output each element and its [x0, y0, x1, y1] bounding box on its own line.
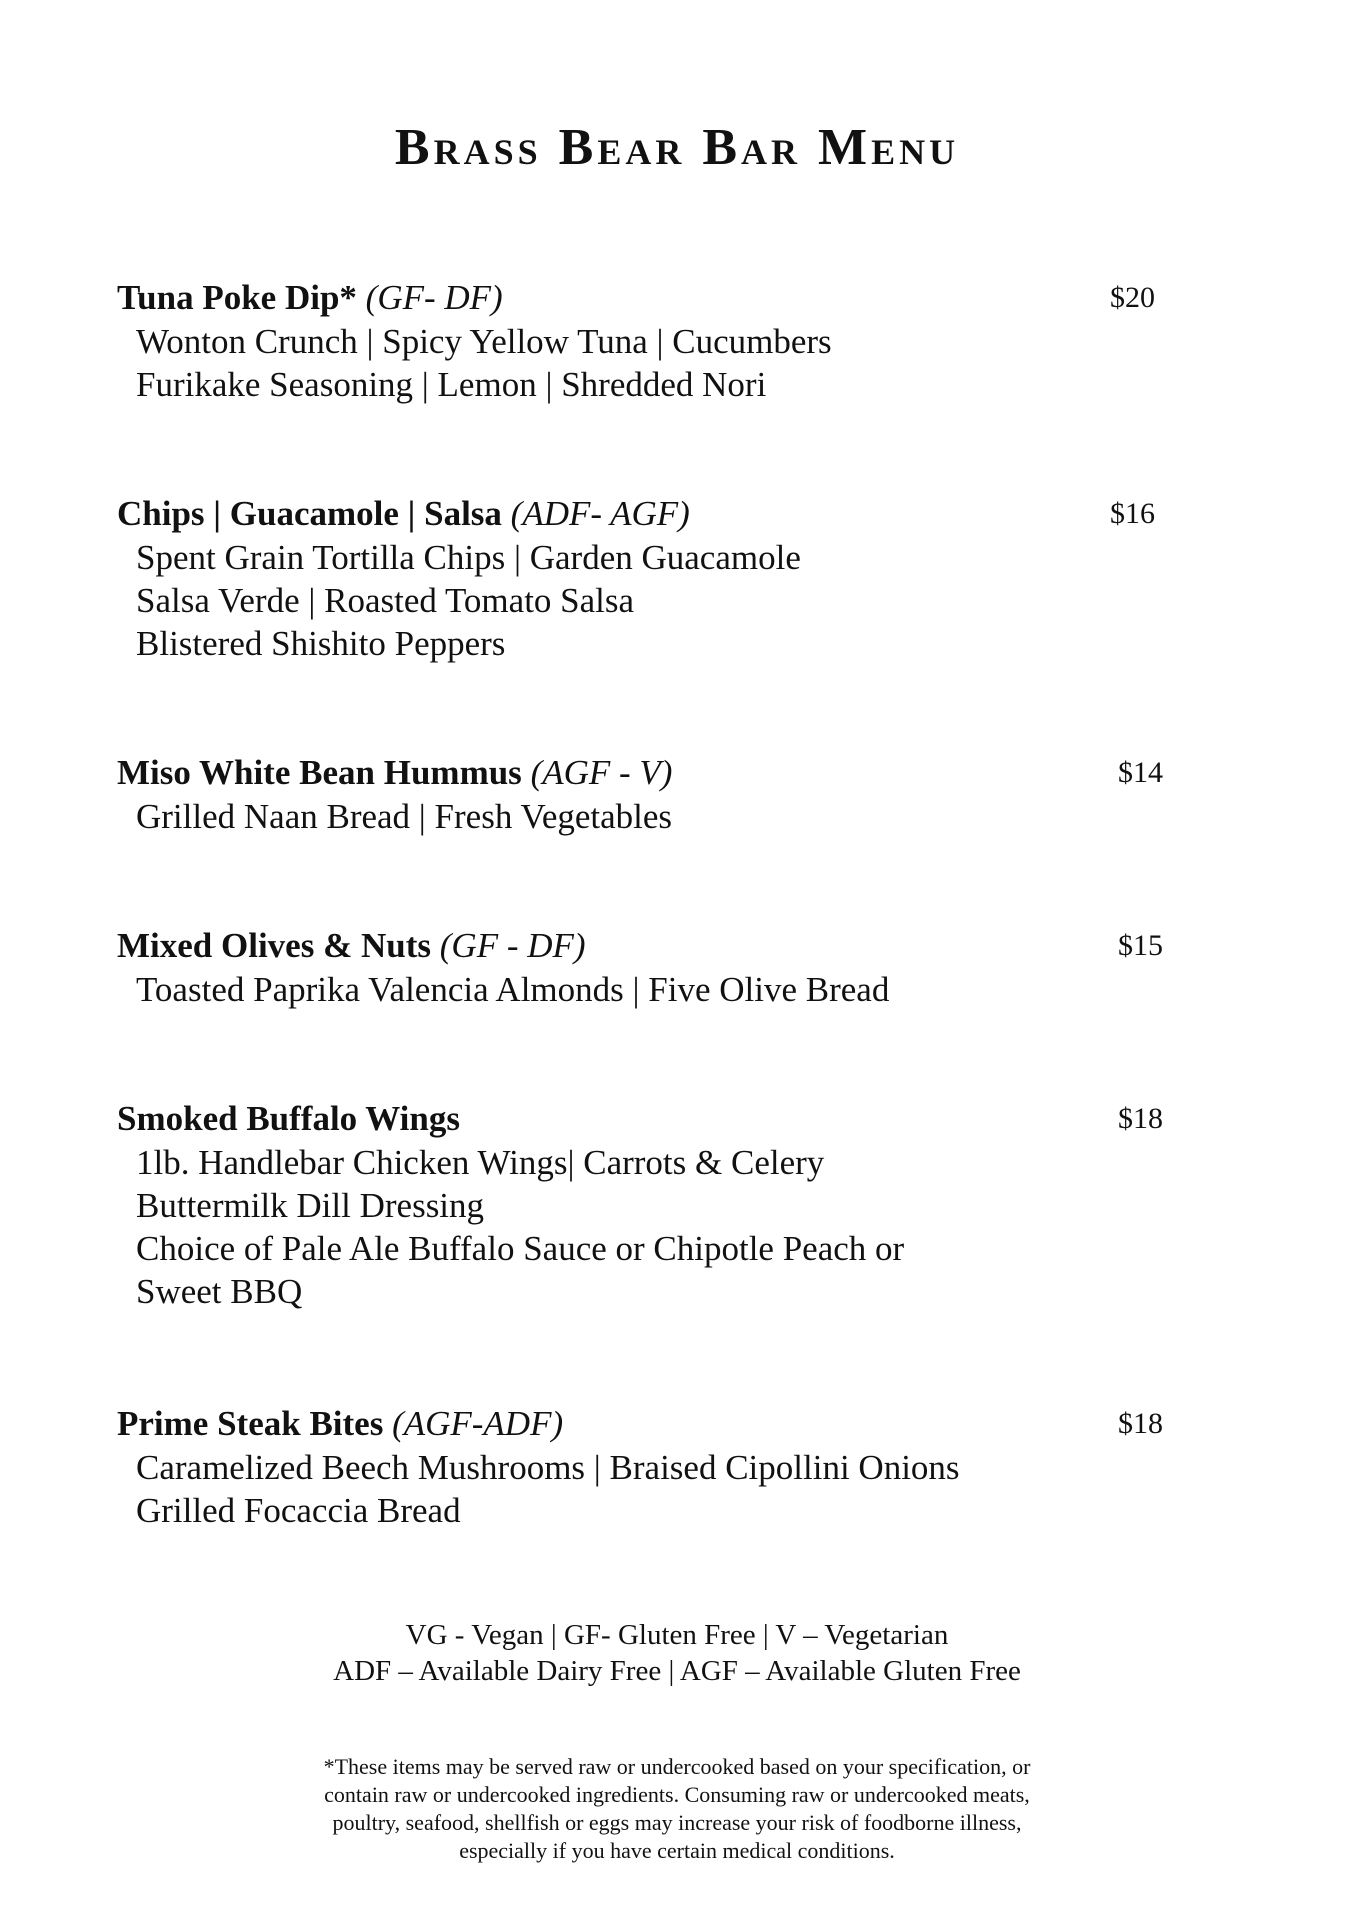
description-line: Spent Grain Tortilla Chips | Garden Guacamole: [136, 538, 801, 577]
description-line: 1lb. Handlebar Chicken Wings| Carrots & Celery: [136, 1143, 825, 1182]
menu-item-header: [117, 492, 1187, 536]
description-line: Blistered Shishito Peppers: [136, 624, 506, 663]
disclaimer-line: especially if you have certain medical conditions.: [459, 1838, 895, 1863]
menu-item-dietary-tags: (GF- DF): [365, 278, 503, 317]
menu-item: [117, 924, 1187, 1011]
menu-item-name: Prime Steak Bites: [117, 1404, 384, 1443]
menu-item-header: [117, 1402, 1187, 1446]
description-line: Furikake Seasoning | Lemon | Shredded Nori: [136, 365, 767, 404]
menu-item: [117, 1097, 1187, 1313]
legend-line: VG - Vegan | GF- Gluten Free | V – Vegetarian: [405, 1619, 949, 1651]
disclaimer-line: contain raw or undercooked ingredients. Consuming raw or undercooked meats,: [324, 1782, 1030, 1807]
menu-item: [117, 1402, 1187, 1532]
menu-item-header: [117, 751, 1187, 795]
disclaimer-line: *These items may be served raw or undercooked based on your specification, or: [323, 1754, 1031, 1779]
menu-item-description: [117, 795, 1187, 838]
menu-title: Brass Bear Bar Menu: [394, 119, 960, 176]
menu-item-name: Smoked Buffalo Wings: [117, 1099, 460, 1138]
menu-item: [117, 276, 1187, 406]
menu-item-dietary-tags: (ADF- AGF): [510, 494, 690, 533]
description-line: Sweet BBQ: [136, 1272, 303, 1311]
description-line: Caramelized Beech Mushrooms | Braised Cipollini Onions: [136, 1448, 960, 1487]
menu-item-price: $16: [1110, 497, 1155, 530]
menu-item-name: Tuna Poke Dip*: [117, 278, 357, 317]
menu-item-header: [117, 1097, 1187, 1141]
menu-item-name: Chips | Guacamole | Salsa: [117, 494, 502, 533]
menu-item-description: [117, 1446, 1187, 1532]
description-line: Wonton Crunch | Spicy Yellow Tuna | Cucumbers: [136, 322, 832, 361]
menu-item-name: Mixed Olives & Nuts: [117, 926, 432, 965]
menu-item-dietary-tags: (AGF-ADF): [392, 1404, 564, 1443]
menu-item-name: Miso White Bean Hummus: [117, 753, 522, 792]
description-line: Choice of Pale Ale Buffalo Sauce or Chipotle Peach or: [136, 1229, 905, 1268]
description-line: Grilled Focaccia Bread: [136, 1491, 461, 1530]
menu-item-description: [117, 320, 1187, 406]
menu-item-price: $14: [1118, 756, 1163, 789]
menu-item-header: [117, 276, 1187, 320]
menu-item: [117, 751, 1187, 838]
dietary-legend: [0, 1617, 1354, 1689]
menu-item-price: $18: [1118, 1102, 1163, 1135]
menu-item-description: [117, 1141, 1187, 1313]
menu-item-price: $20: [1110, 281, 1155, 314]
description-line: Grilled Naan Bread | Fresh Vegetables: [136, 797, 673, 836]
disclaimer-line: poultry, seafood, shellfish or eggs may increase your risk of foodborne illness,: [332, 1810, 1022, 1835]
legend-line: ADF – Available Dairy Free | AGF – Available Gluten Free: [333, 1655, 1021, 1687]
menu-item-description: [117, 536, 1187, 665]
description-line: Salsa Verde | Roasted Tomato Salsa: [136, 581, 635, 620]
description-line: Toasted Paprika Valencia Almonds | Five Olive Bread: [136, 970, 890, 1009]
menu-item-header: [117, 924, 1187, 968]
menu-item: [117, 492, 1187, 665]
menu-item-price: $15: [1118, 929, 1163, 962]
menu-item-dietary-tags: (GF - DF): [439, 926, 586, 965]
menu-item-description: [117, 968, 1187, 1011]
food-safety-disclaimer: [0, 1753, 1354, 1865]
menu-item-price: $18: [1118, 1407, 1163, 1440]
menu-item-dietary-tags: (AGF - V): [530, 753, 673, 792]
description-line: Buttermilk Dill Dressing: [136, 1186, 485, 1225]
